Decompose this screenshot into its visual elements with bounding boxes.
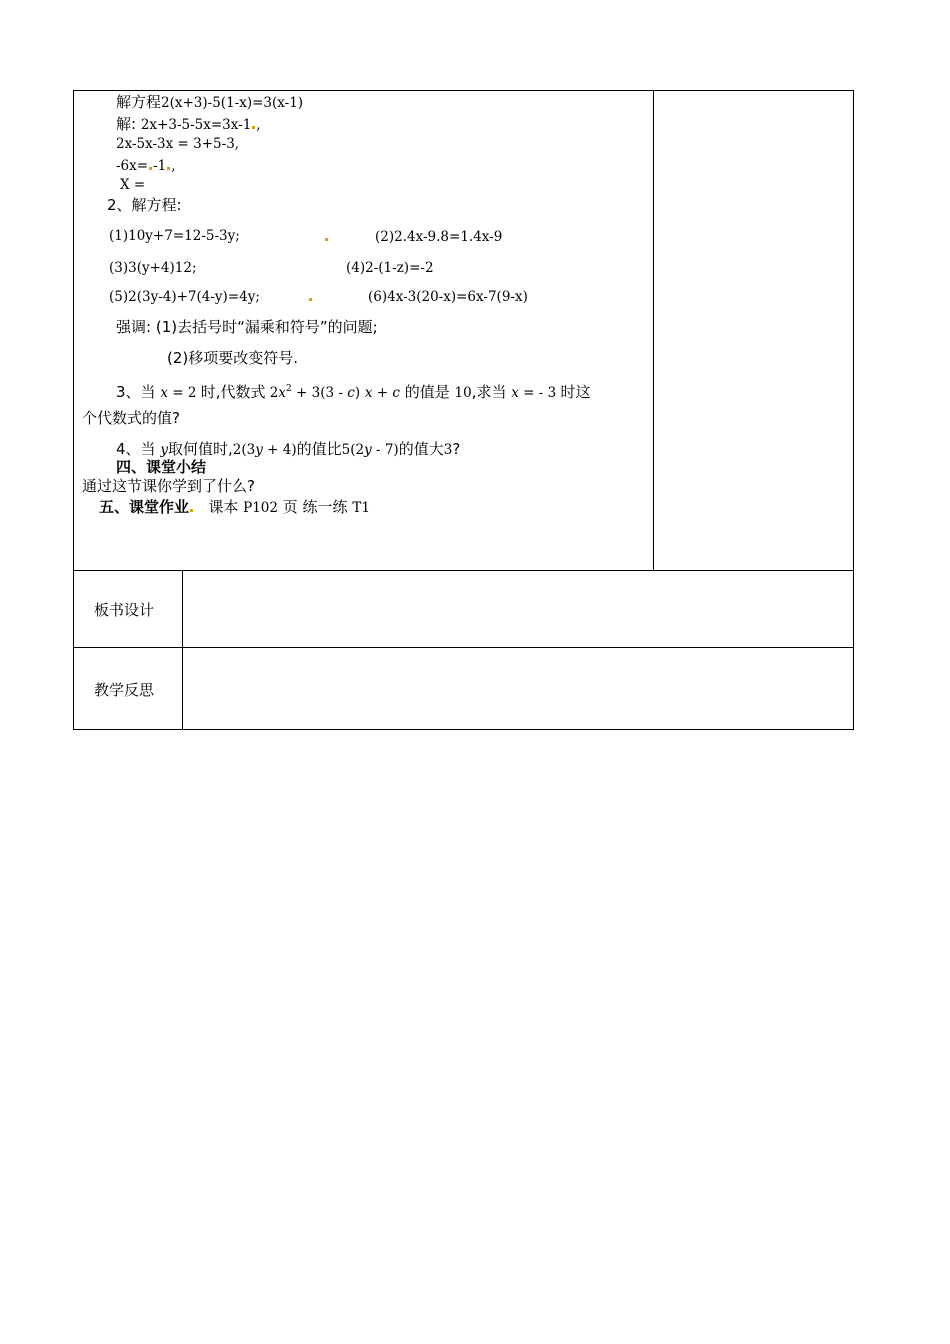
example-prompt-label: 解方程: [116, 93, 162, 111]
q2-problem-5: (5)2(3y-4)+7(4-y)=4y;: [109, 289, 260, 305]
right-column-divider: [653, 90, 654, 571]
homework-line: 五、课堂作业 课本 P102 页 练一练 T1: [99, 498, 370, 516]
summary-heading: 四、课堂小结: [116, 458, 207, 476]
q2-problem-2: (2)2.4x-9.8=1.4x-9: [375, 229, 503, 245]
board-design-divider: [182, 570, 183, 648]
marker-dot: [309, 298, 312, 301]
marker-dot: [252, 126, 255, 129]
teaching-reflection-label: 教学反思: [94, 681, 155, 699]
emphasis-label: 强调:: [116, 318, 152, 336]
example-prompt-equation: 2(x+3)-5(1-x)=3(x-1): [161, 95, 304, 111]
marker-dot: [325, 238, 328, 241]
q2-problem-6: (6)4x-3(20-x)=6x-7(9-x): [368, 289, 528, 305]
emphasis-line-1: 强调: (1)去括号时“漏乘和符号”的问题;: [116, 318, 378, 336]
marker-dot: [167, 167, 170, 170]
summary-text: 通过这节课你学到了什么?: [82, 477, 255, 495]
teaching-reflection-row: [73, 647, 854, 730]
q2-problem-1: (1)10y+7=12-5-3y;: [109, 228, 240, 244]
q3-line-1: 3、当 x = 2 时,代数式 $2x^2 + 3(3 - c) x + c$ 的值是 10,求当 x = - 3 时这: [116, 383, 591, 401]
q2-heading: 2、解方程:: [107, 196, 182, 214]
example-prompt: [116, 93, 303, 112]
emphasis-line-2: (2)移项要改变符号.: [167, 349, 299, 367]
q3-line-2: 个代数式的值?: [82, 409, 180, 427]
marker-dot: [149, 167, 152, 170]
q4-line: 4、当 y取何值时,2(3y + 4)的值比5(2y - 7)的值大3?: [116, 440, 461, 458]
marker-dot: [190, 509, 193, 512]
example-step-4: X =: [120, 177, 146, 193]
q2-problem-3: (3)3(y+4)12;: [109, 260, 197, 276]
homework-heading: 五、课堂作业: [99, 498, 190, 516]
example-step-3: -6x= -1 ,: [116, 158, 176, 174]
teaching-reflection-divider: [182, 647, 183, 730]
board-design-row: [73, 570, 854, 648]
example-step-1: 解: 2x+3-5-5x=3x-1 ,: [116, 115, 261, 133]
q2-problem-4: (4)2-(1-z)=-2: [346, 260, 434, 276]
example-step-2: 2x-5x-3x = 3+5-3,: [116, 136, 240, 152]
board-design-label: 板书设计: [94, 601, 155, 619]
solution-label: 解:: [116, 115, 137, 133]
